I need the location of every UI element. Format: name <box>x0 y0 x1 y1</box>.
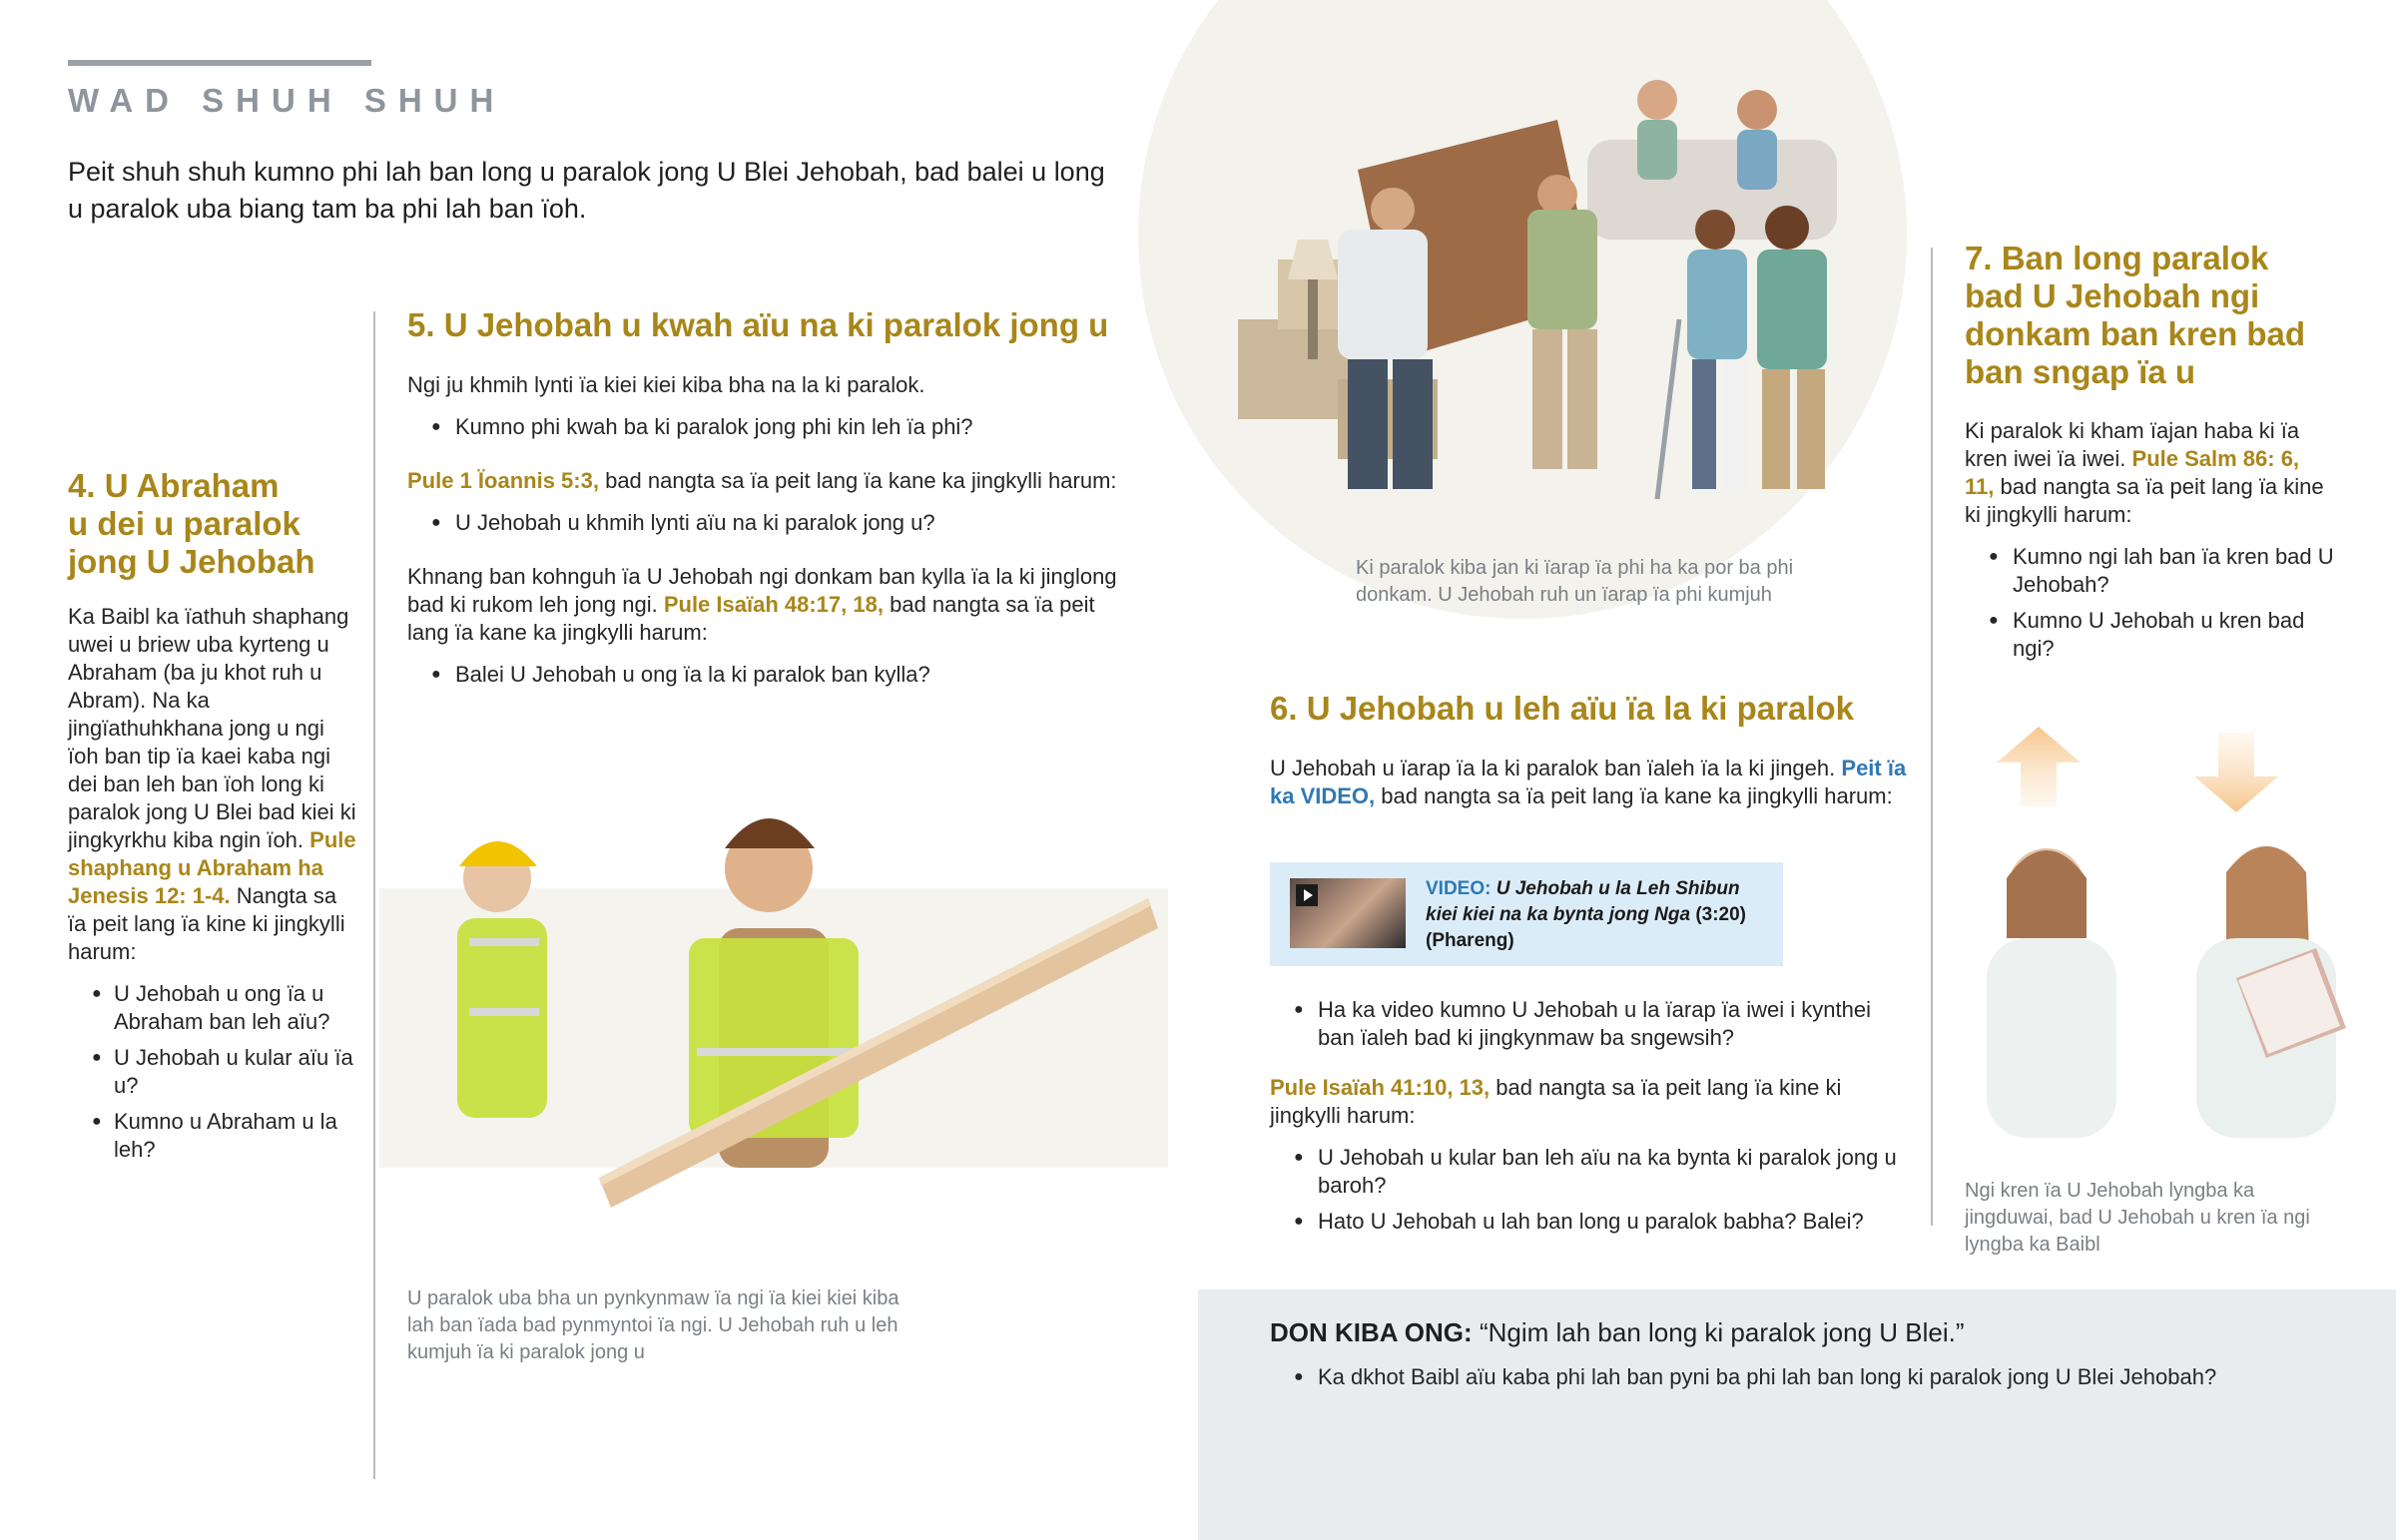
footer-statement <box>1270 1315 2368 1349</box>
section-7 <box>1965 240 2334 671</box>
section-4-title <box>68 467 357 581</box>
section-4-body <box>68 603 357 1164</box>
section-4-text: Ka Baibl ka ïathuh shaphang uwei u briew uba kyrteng u Abraham (ba ju khot ruh u Abram). Na ka jingïathuhkhana jong u ngi ïoh ban tip ïa kaei kaba ngi dei ban leh ban ïoh long ki paralok jong U Blei bad kiei ki jingkyrkhu kiba ngin ïoh. <box>68 604 356 852</box>
question-item: ● Ha ka video kumno U Jehobah u la ïarap ïa iwei i kynthei ban ïaleh bad ki jingkynmaw ba sngewsih? <box>1270 996 1909 1052</box>
intro-text: Peit shuh shuh kumno phi lah ban long u paralok jong U Blei Jehobah, bad balei u long u paralok uba biang tam ba phi lah ban ïoh. <box>68 157 1105 224</box>
section-4 <box>68 467 357 1172</box>
section-5-body <box>407 371 1126 689</box>
section-4-title-line: u dei u paralok <box>68 505 300 542</box>
section-4-questions <box>68 980 357 1164</box>
column-divider-right <box>1931 248 1933 1226</box>
section-7-caption: Ngi kren ïa U Jehobah lyngba ka jingduwai, bad U Jehobah u kren ïa ngi lyngba ka Baibl <box>1965 1180 2310 1256</box>
section-5-p3 <box>407 563 1126 647</box>
question-item: ● U Jehobah u kular ban leh aïu na ka bynta ki paralok jong u baroh? <box>1270 1144 1909 1200</box>
section-5-after3: bad nangta sa ïa peit lang ïa kane ka jingkylli harum: <box>407 592 1095 645</box>
footer-quote: “Ngim lah ban long ki paralok jong U Blei.” <box>1479 1317 1965 1347</box>
video-duration: (3:20) <box>1695 904 1746 925</box>
video-title: U Jehobah u la Leh Shibun kiei kiei na ka bynta jong Nga <box>1426 878 1740 925</box>
section-7-title-line: donkam ban kren bad <box>1965 315 2306 352</box>
question-item: ● Kumno phi kwah ba ki paralok jong phi kin leh ïa phi? <box>407 413 1126 441</box>
section-6-p1 <box>1270 755 1909 810</box>
video-label: VIDEO: <box>1426 878 1492 899</box>
question-item: ● Kumno U Jehobah u kren bad ngi? <box>1965 607 2334 663</box>
section-5-p3-text: Khnang ban kohnguh ïa U Jehobah ngi donkam ban kylla ïa la ki jinglong bad ki rukom leh jong ngi. <box>407 564 1117 617</box>
workers-illustration <box>379 788 1168 1268</box>
scripture-ref[interactable]: Pule Isaïah 48:17, 18, <box>663 592 884 617</box>
question-item: ● U Jehobah u kular aïu ïa u? <box>68 1044 357 1100</box>
section-6-after1: bad nangta sa ïa peit lang ïa kane ka jingkylli harum: <box>1381 783 1893 808</box>
section-5 <box>407 305 1126 697</box>
question-item: ● Ka dkhot Baibl aïu kaba phi lah ban pyni ba phi lah ban long ki paralok jong U Blei Jehobah? <box>1270 1363 2368 1391</box>
section-4-title-line: 4. U Abraham <box>68 467 280 504</box>
footer-label: DON KIBA ONG: <box>1270 1317 1473 1347</box>
section-7-p1: Ki paralok ki kham ïajan haba ki ïa kren iwei ïa iwei. <box>1965 418 2300 471</box>
column-divider-left <box>373 311 375 1479</box>
video-language: (Phareng) <box>1426 930 1514 951</box>
arrow-down-icon <box>2194 733 2278 812</box>
section-6-after2: bad nangta sa ïa peit lang ïa kine ki jingkylli harum: <box>1270 1075 1842 1128</box>
section-7-title-line: 7. Ban long paralok <box>1965 240 2269 276</box>
video-info[interactable] <box>1426 876 1775 954</box>
video-link[interactable]: Peit ïa ka VIDEO, <box>1270 756 1907 808</box>
header-rule <box>68 60 371 66</box>
section-6-title: 6. U Jehobah u leh aïu ïa la ki paralok <box>1270 690 1855 727</box>
footer-question <box>1270 1363 2368 1399</box>
section-5-p2 <box>407 467 1126 495</box>
section-4-title-line: jong U Jehobah <box>68 543 315 580</box>
section-6 <box>1270 689 1909 810</box>
section-7-title <box>1965 240 2334 391</box>
scripture-ref[interactable]: Pule shaphang u Abraham ha Jenesis 12: 1-4. <box>68 827 356 908</box>
question-item: ● Hato U Jehobah u lah ban long u paralok babha? Balei? <box>1270 1208 1909 1236</box>
scripture-ref[interactable]: Pule Isaïah 41:10, 13, <box>1270 1075 1491 1100</box>
arrow-up-icon <box>1997 727 2081 806</box>
section-4-after: Nangta sa ïa peit lang ïa kine ki jingkylli harum: <box>68 883 345 964</box>
section-7-after: bad nangta sa ïa peit lang ïa kine ki jingkylli harum: <box>1965 474 2324 527</box>
question-item: ● Kumno u Abraham u la leh? <box>68 1108 357 1164</box>
section-6-p1-text: U Jehobah u ïarap ïa la ki paralok ban ïaleh ïa la ki jingeh. <box>1270 756 1836 780</box>
scripture-ref[interactable]: Pule 1 Ïoannis 5:3, <box>407 468 599 493</box>
question-item: ● Balei U Jehobah u ong ïa la ki paralok ban kylla? <box>407 661 1126 689</box>
section-5-title: 5. U Jehobah u kwah aïu na ki paralok jong u <box>407 306 1109 343</box>
section-7-body <box>1965 417 2334 663</box>
section-6-p2 <box>1270 1074 1909 1130</box>
friends-illustration <box>1218 60 1907 519</box>
section-6-top-caption: Ki paralok kiba jan ki ïarap ïa phi ha ka por ba phi donkam. U Jehobah ruh un ïarap ïa phi kumjuh <box>1356 557 1794 606</box>
prayer-reading-illustration <box>1977 828 2376 1158</box>
scripture-ref[interactable]: Pule Salm 86: 6, 11, <box>1965 446 2300 499</box>
page-kicker: WAD SHUH SHUH <box>68 82 506 119</box>
question-item: ● U Jehobah u ong ïa u Abraham ban leh aïu? <box>68 980 357 1036</box>
section-5-p1: Ngi ju khmih lynti ïa kiei kiei kiba bha na la ki paralok. <box>407 372 925 397</box>
section-5-after2: bad nangta sa ïa peit lang ïa kane ka jingkylli harum: <box>605 468 1117 493</box>
section-7-title-line: bad U Jehobah ngi <box>1965 277 2260 314</box>
section-6-lower <box>1270 996 1909 1244</box>
section-5-caption: U paralok uba bha un pynkynmaw ïa ngi ïa kiei kiei kiba lah ban ïada bad pynmyntoi ïa ngi. U Jehobah ruh u leh kumjuh ïa ki paralok jong u <box>407 1287 899 1363</box>
question-item: ● Kumno ngi lah ban ïa kren bad U Jehobah? <box>1965 543 2334 599</box>
play-icon[interactable] <box>1296 884 1318 906</box>
question-item: ● U Jehobah u khmih lynti aïu na ki paralok jong u? <box>407 509 1126 537</box>
section-7-title-line: ban sngap ïa u <box>1965 353 2196 390</box>
